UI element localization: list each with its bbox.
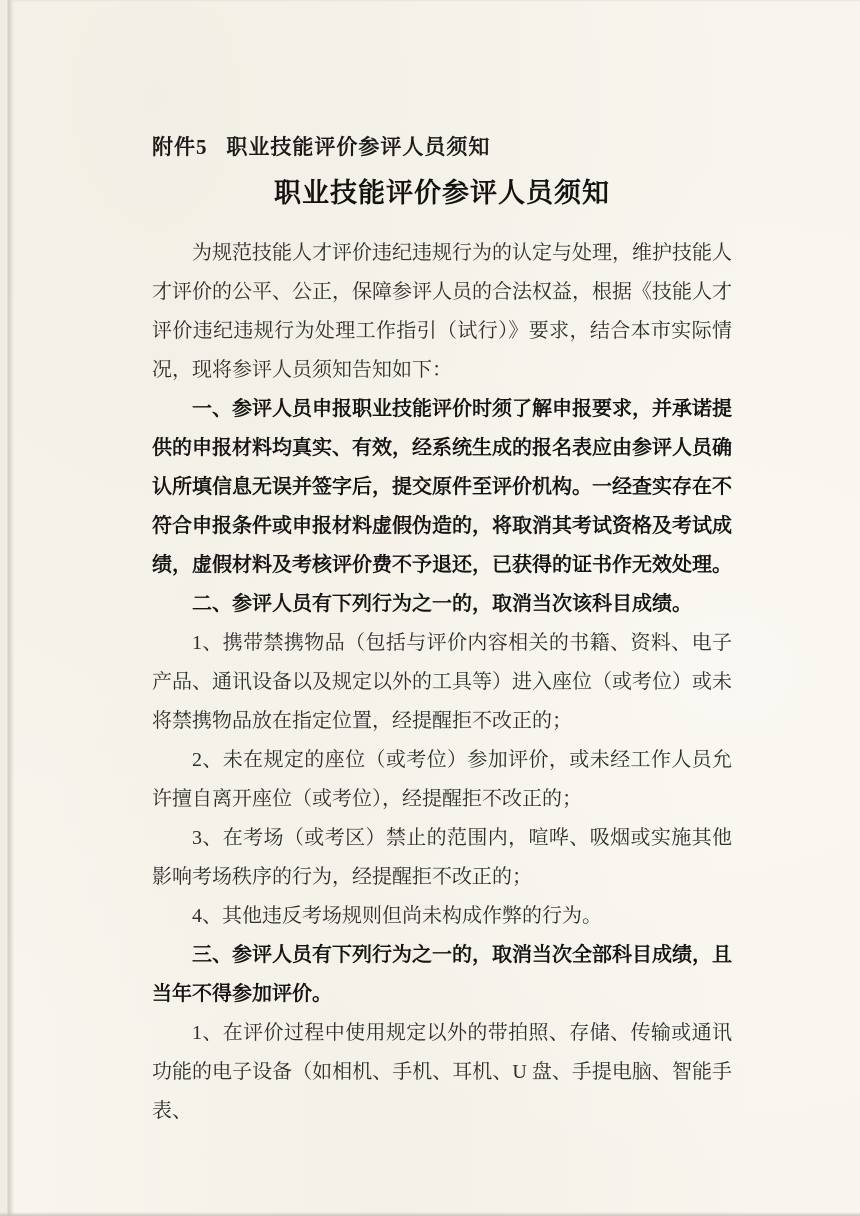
attachment-heading: 职业技能评价参评人员须知 [226, 135, 491, 159]
paragraph-item-2-3: 3、在考场（或考区）禁止的范围内，喧哗、吸烟或实施其他影响考场秩序的行为，经提醒拒不改正的； [152, 827, 732, 888]
paragraph-section-3: 三、参评人员有下列行为之一的，取消当次全部科目成绩，且当年不得参加评价。 [152, 944, 732, 1005]
document-body [152, 234, 732, 1131]
document-content [152, 131, 732, 1131]
paragraph-item-3-1: 1、在评价过程中使用规定以外的带拍照、存储、传输或通讯功能的电子设备（如相机、手机、耳机、U 盘、手提电脑、智能手表、 [152, 1022, 732, 1122]
scan-edge-top [0, 0, 860, 2]
attachment-header [152, 131, 732, 161]
scan-edge-bottom [0, 1212, 860, 1216]
paragraph-section-2: 二、参评人员有下列行为之一的，取消当次该科目成绩。 [192, 593, 692, 615]
paragraph-item-2-2: 2、未在规定的座位（或考位）参加评价，或未经工作人员允许擅自离开座位（或考位），经提醒拒不改正的； [152, 749, 732, 810]
attachment-label: 附件5 [152, 135, 208, 159]
scan-edge-left [0, 0, 14, 1216]
paragraph-intro: 为规范技能人才评价违纪违规行为的认定与处理，维护技能人才评价的公平、公正，保障参评人员的合法权益，根据《技能人才评价违纪违规行为处理工作指引（试行）》要求，结合本市实际情况，现将参评人员须知告知如下： [152, 242, 732, 381]
paragraph-section-1: 一、参评人员申报职业技能评价时须了解申报要求，并承诺提供的申报材料均真实、有效，经系统生成的报名表应由参评人员确认所填信息无误并签字后，提交原件至评价机构。一经查实存在不符合申报条件或申报材料虚假伪造的，将取消其考试资格及考试成绩，虚假材料及考核评价费不予退还，已获得的证书作无效处理。 [152, 398, 732, 576]
paragraph-item-2-4: 4、其他违反考场规则但尚未构成作弊的行为。 [192, 905, 602, 927]
document-title: 职业技能评价参评人员须知 [274, 178, 610, 208]
paragraph-item-2-1: 1、携带禁携物品（包括与评价内容相关的书籍、资料、电子产品、通讯设备以及规定以外的工具等）进入座位（或考位）或未将禁携物品放在指定位置，经提醒拒不改正的； [152, 632, 732, 732]
